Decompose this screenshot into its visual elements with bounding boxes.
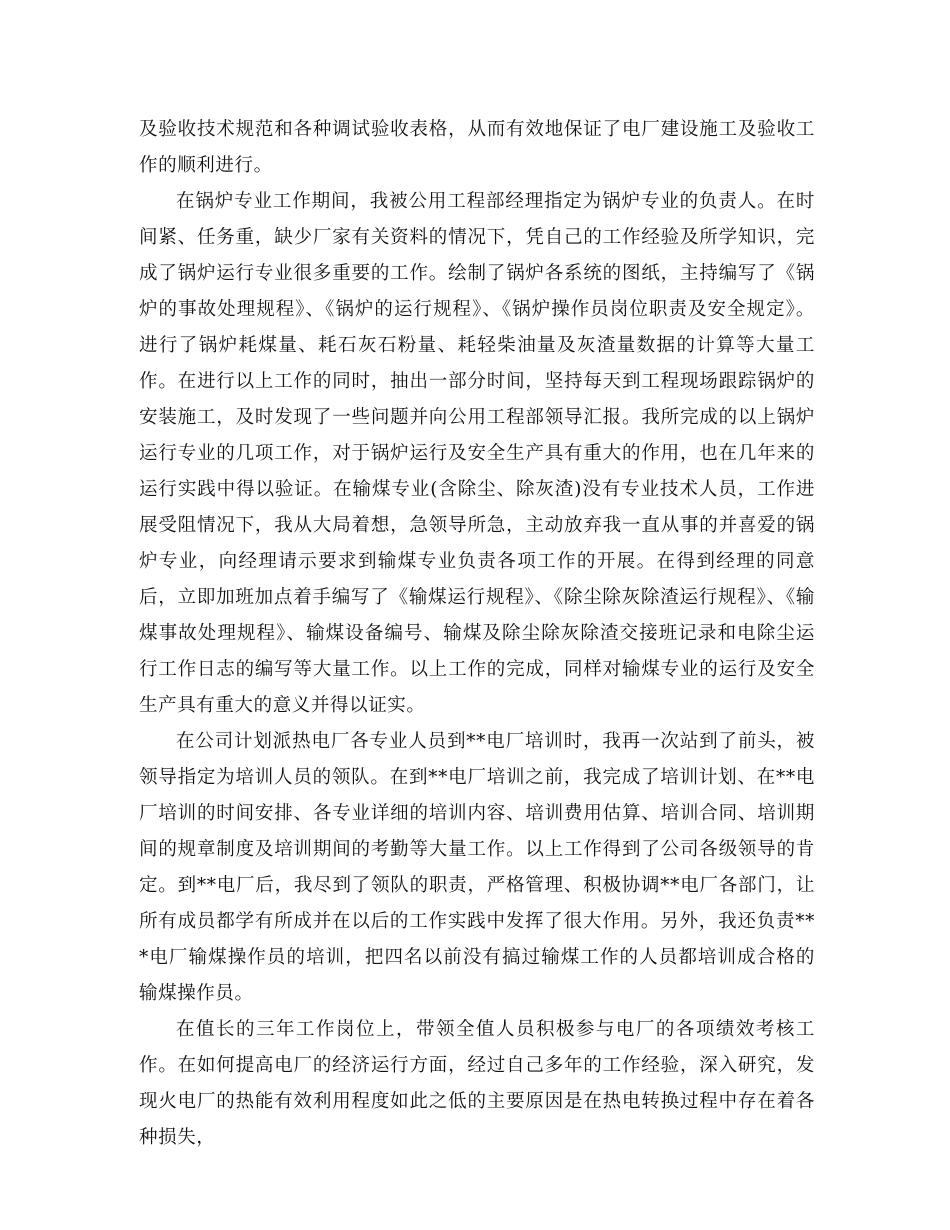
body-text — [139, 112, 815, 1156]
paragraph-2: 在锅炉专业工作期间，我被公用工程部经理指定为锅炉专业的负责人。在时间紧、任务重，缺少厂家有关资料的情况下，凭自己的工作经验及所学知识，完成了锅炉运行专业很多重要的工作。绘制了锅炉各系统的图纸，主持编写了《锅炉的事故处理规程》、《锅炉的运行规程》、《锅炉操作员岗位职责及安全规定》。进行了锅炉耗煤量、耗石灰石粉量、耗轻柴油量及灰渣量数据的计算等大量工作。在进行以上工作的同时，抽出一部分时间，坚持每天到工程现场跟踪锅炉的安装施工，及时发现了一些问题并向公用工程部领导汇报。我所完成的以上锅炉运行专业的几项工作，对于锅炉运行及安全生产具有重大的作用，也在几年来的运行实践中得以验证。在输煤专业(含除尘、除灰渣)没有专业技术人员，工作进展受阻情况下，我从大局着想，急领导所急，主动放弃我一直从事的并喜爱的锅炉专业，向经理请示要求到输煤专业负责各项工作的开展。在得到经理的同意后，立即加班加点着手编写了《输煤运行规程》、《除尘除灰除渣运行规程》、《输煤事故处理规程》、输煤设备编号、输煤及除尘除灰除渣交接班记录和电除尘运行工作日志的编写等大量工作。以上工作的完成，同样对输煤专业的运行及安全生产具有重大的意义并得以证实。 — [139, 191, 815, 716]
paragraph-1: 及验收技术规范和各种调试验收表格，从而有效地保证了电厂建设施工及验收工作的顺利进行。 — [139, 119, 815, 176]
paragraph-4: 在值长的三年工作岗位上，带领全值人员积极参与电厂的各项绩效考核工作。在如何提高电厂的经济运行方面，经过自己多年的工作经验，深入研究，发现火电厂的热能有效利用程度如此之低的主要原因是在热电转换过程中存在着各种损失， — [139, 1019, 815, 1148]
paragraph-3: 在公司计划派热电厂各专业人员到**电厂培训时，我再一次站到了前头，被领导指定为培训人员的领队。在到**电厂培训之前，我完成了培训计划、在**电厂培训的时间安排、各专业详细的培训内容、培训费用估算、培训合同、培训期间的规章制度及培训期间的考勤等大量工作。以上工作得到了公司各级领导的肯定。到**电厂后，我尽到了领队的职责，严格管理、积极协调**电厂各部门，让所有成员都学有所成并在以后的工作实践中发挥了很大作用。另外，我还负责***电厂输煤操作员的培训，把四名以前没有搞过输煤工作的人员都培训成合格的输煤操作员。 — [139, 731, 815, 1004]
